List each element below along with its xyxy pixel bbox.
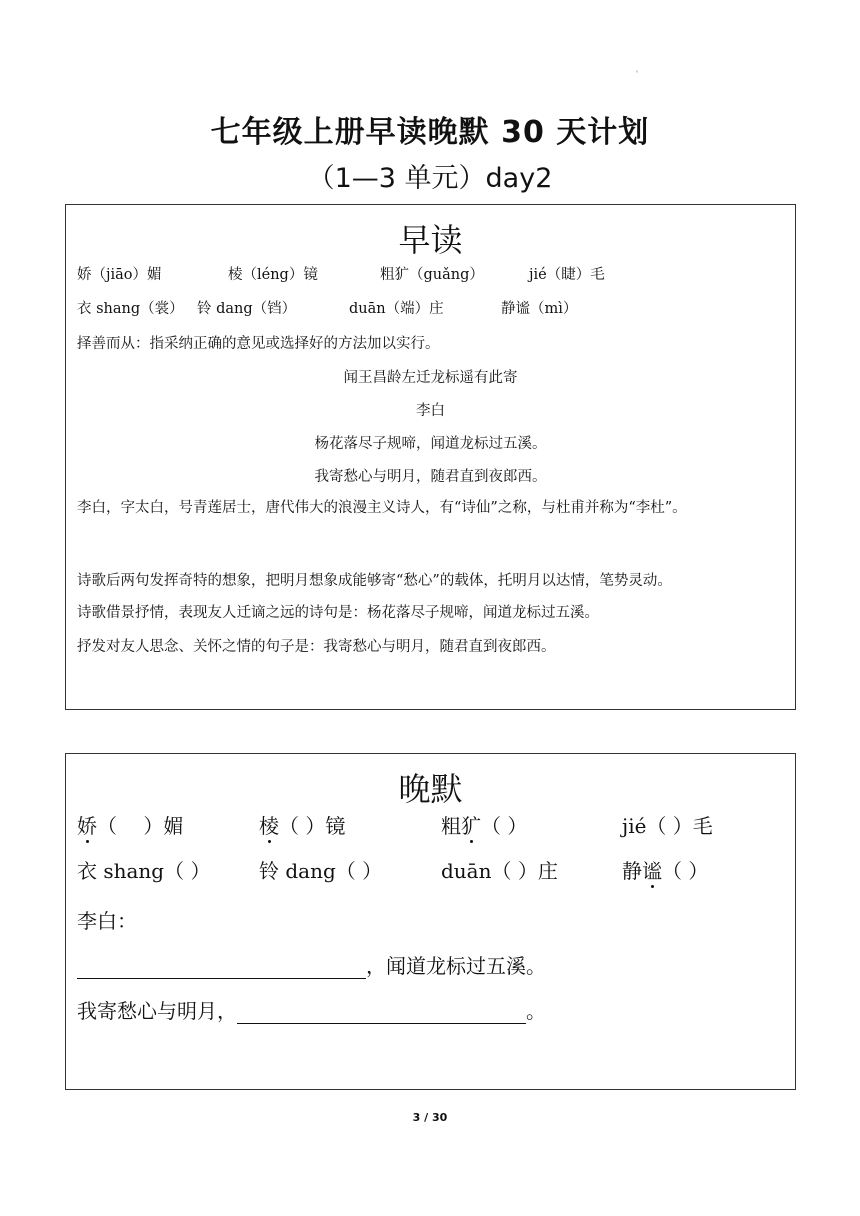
note-imagination: 诗歌后两句发挥奇特的想象，把明月想象成能够寄“愁心”的载体，托明月以达情，笔势灵动。: [77, 573, 672, 589]
pinyin-item: 棱（léng）镜: [228, 267, 318, 283]
pinyin-item: duān（端）庄: [349, 301, 444, 317]
dictation-item: 铃 dang（ ）: [259, 859, 383, 883]
morning-reading-box: [65, 204, 796, 710]
poem-author: 李白: [416, 403, 445, 419]
pinyin-item: 娇（jiāo）媚: [77, 267, 162, 283]
pinyin-item: 静谧（mì）: [501, 301, 578, 317]
page-title: 七年级上册早读晚默 30 天计划: [210, 115, 650, 150]
dictation-item: 衣 shang（ ）: [77, 859, 211, 883]
poem-line-2: 我寄愁心与明月，随君直到夜郎西。: [314, 469, 547, 485]
idiom-explanation: 择善而从：指采纳正确的意见或选择好的方法加以实行。: [77, 336, 440, 352]
fill-line-2: 我寄愁心与明月， 。: [77, 999, 546, 1023]
note-author: 李白，字太白，号青莲居士，唐代伟大的浪漫主义诗人，有“诗仙”之称，与杜甫并称为“李杜”。: [77, 500, 687, 516]
page-subtitle: （1—3 单元）day2: [307, 163, 553, 194]
fill-line-1: ，闻道龙标过五溪。: [77, 950, 546, 979]
evening-dictation-box: [65, 753, 796, 1090]
pinyin-item: 铃 dang（铛）: [197, 301, 297, 317]
dictation-item: 棱（ ）镜: [259, 814, 346, 838]
dictation-item: jié（ ）毛: [622, 814, 713, 838]
evening-heading: 晚默: [398, 770, 463, 808]
note-scenery: 诗歌借景抒情，表现友人迁谪之远的诗句是：杨花落尽子规啼，闻道龙标过五溪。: [77, 605, 599, 621]
dictation-item: 粗犷（ ）: [441, 814, 528, 838]
tick-mark: ': [636, 70, 638, 78]
pinyin-item: 衣 shang（裳）: [77, 301, 184, 317]
dictation-item: 娇（ ）媚: [77, 814, 184, 838]
dictation-item: duān（ ）庄: [441, 859, 558, 883]
pinyin-item: jié（睫）毛: [529, 267, 605, 283]
pinyin-item: 粗犷（guǎng）: [380, 267, 484, 283]
dictation-item: 静谧（ ）: [622, 859, 709, 883]
note-emotion: 抒发对友人思念、关怀之情的句子是：我寄愁心与明月，随君直到夜郎西。: [77, 639, 556, 655]
morning-heading: 早读: [398, 221, 463, 259]
poem-line-1: 杨花落尽子规啼，闻道龙标过五溪。: [314, 436, 547, 452]
answer-blank[interactable]: [237, 1001, 526, 1024]
poem-title: 闻王昌龄左迁龙标遥有此寄: [343, 370, 518, 386]
page-number: 3 / 30: [412, 1111, 448, 1124]
answer-blank[interactable]: [77, 956, 366, 979]
poet-label: 李白：: [77, 909, 137, 933]
